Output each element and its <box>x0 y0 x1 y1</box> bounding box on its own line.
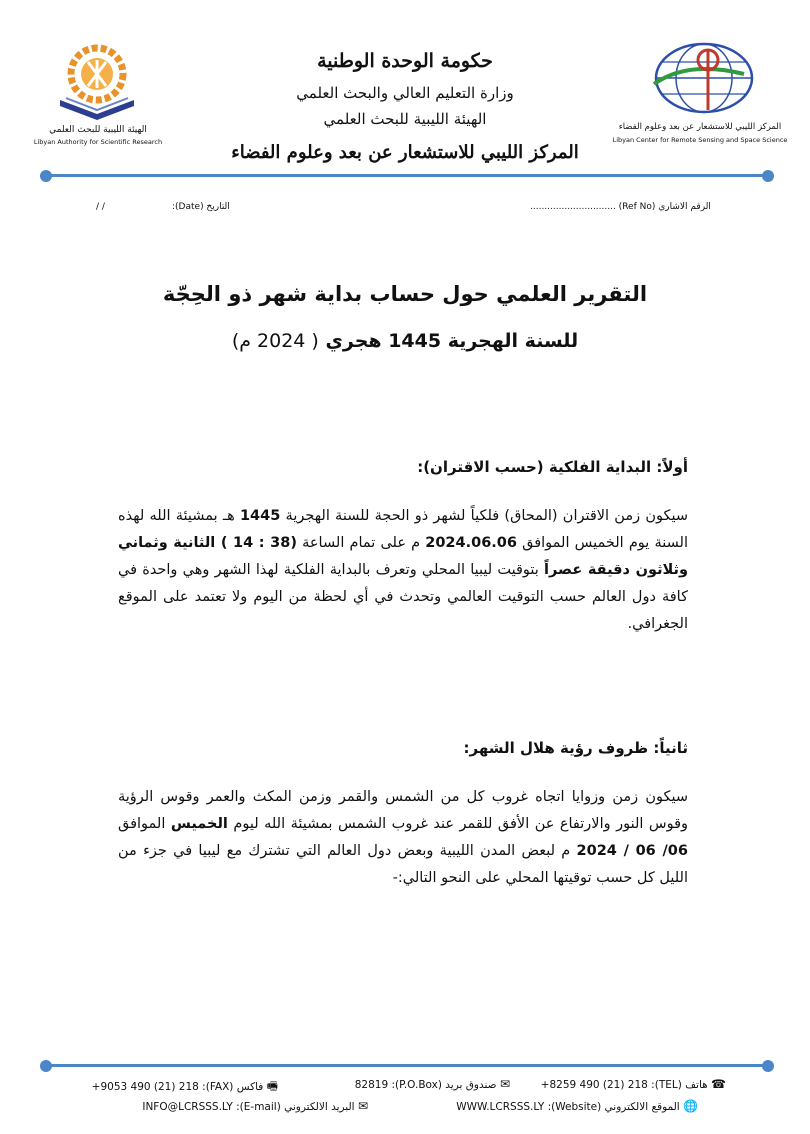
center-logo-icon <box>648 40 760 116</box>
fax-icon: 🖷 <box>266 1079 278 1093</box>
footer-tel <box>536 1077 726 1091</box>
section1-line4: المحلي وتعرف بالبداية الفلكية لهذا الشهر وهي واحدة في كافة دول العالم حسب التوقيت العالمي وتحدث في أي لحظة من اليوم ولا تعتمد على الموقع الجغرافي. <box>118 562 688 632</box>
section2-day: الخميس <box>170 816 228 832</box>
report-subtitle-gregorian: ( 2024 م) <box>231 330 319 352</box>
section1-heading: أولاً: البداية الفلكية (حسب الاقتران): <box>417 458 688 476</box>
globe-icon: 🌐 <box>683 1099 698 1113</box>
section2-heading: ثانياً: ظروف رؤية هلال الشهر: <box>463 739 688 757</box>
center-logo-caption-ar: المركز الليبي للاستشعار عن بعد وعلوم الفضاء <box>618 122 782 132</box>
date-blank: / / <box>96 202 105 212</box>
ref-number-field: الرقم الاشاري (Ref No) .............................. <box>530 202 711 212</box>
footer-website-text[interactable]: الموقع الالكتروني (Website): WWW.LCRSSS.LY <box>456 1101 680 1113</box>
section1-hijri-year: 1445 <box>239 508 281 524</box>
section1-time: (38 : 14 ) الثانية وثماني وثلاثون دقيقة عصراً <box>118 535 688 578</box>
mailbox-icon: ✉ <box>499 1077 510 1091</box>
authority-logo-caption-en: Libyan Authority for Scientific Research <box>33 138 163 146</box>
ministry-name: وزارة التعليم العالي والبحث العلمي <box>296 84 514 102</box>
authority-name: الهيئة الليبية للبحث العلمي <box>323 110 487 128</box>
email-icon: ✉ <box>357 1099 368 1113</box>
section1-line2-text: هـ بمشيئة الله لهذه السنة يوم الخميس الموافق <box>118 508 688 551</box>
footer-tel-text: هاتف (TEL): 8259 490 (21) 218+ <box>540 1079 708 1091</box>
footer-divider-dot-right <box>762 1060 774 1072</box>
authority-logo-caption-ar: الهيئة الليبية للبحث العلمي <box>49 125 147 135</box>
section1-time-suffix: بتوقيت ليبيا <box>470 562 545 578</box>
footer-divider-dot-left <box>40 1060 52 1072</box>
center-logo-caption-en: Libyan Center for Remote Sensing and Space Science <box>612 136 788 144</box>
footer-email-text[interactable]: البريد الالكتروني (E-mail): INFO@LCRSSS.LY <box>142 1101 355 1113</box>
section1-line2-end: م على <box>380 535 426 551</box>
section1-line1: سيكون زمن الاقتران (المحاق) فلكياً لشهر ذو الحجة للسنة الهجرية <box>285 508 688 524</box>
section2-paragraph <box>118 784 688 892</box>
footer-pobox-text: صندوق بريد (P.O.Box): 82819 <box>354 1079 497 1091</box>
footer-fax <box>82 1077 278 1098</box>
authority-logo-icon <box>52 40 142 122</box>
header-divider-dot-right <box>762 170 774 182</box>
section2-text-c: م لبعض المدن الليبية وبعض دول العالم التي تشترك مع ليبيا في جزء من الليل كل حسب توقيتها المحلي على النحو التالي:- <box>118 843 688 886</box>
section2-text: سيكون زمن وزوايا اتجاه غروب كل من الشمس والقمر وزمن المكث والعمر وقوس الرؤية وقوس النور والارتفاع عن الأفق للقمر عند غروب الشمس بمشيئة الله ليوم <box>118 789 689 832</box>
report-subtitle-year: للسنة الهجرية 1445 هجري <box>325 330 579 352</box>
government-name: حكومة الوحدة الوطنية <box>317 50 493 72</box>
phone-icon: ☎ <box>711 1077 726 1091</box>
section1-date: 2024.06.06 <box>425 535 517 551</box>
report-title: التقرير العلمي حول حساب بداية شهر ذو الحِجّة <box>162 282 648 306</box>
center-name: المركز الليبي للاستشعار عن بعد وعلوم الفضاء <box>231 142 579 163</box>
section1-time-prefix: تمام الساعة <box>297 535 376 551</box>
footer-divider <box>46 1064 766 1067</box>
footer-fax-text: فاكس (FAX): 9053 490 (21) 218+ <box>91 1081 264 1093</box>
header-divider <box>46 174 766 177</box>
date-label: التاريخ (Date): <box>172 202 230 212</box>
header-divider-dot-left <box>40 170 52 182</box>
section2-text-b: الموافق <box>118 816 171 832</box>
section1-paragraph <box>118 503 688 638</box>
report-subtitle <box>60 330 750 352</box>
footer-pobox <box>318 1077 510 1091</box>
section2-date: 06/ 06 / 2024 <box>576 843 688 859</box>
footer-website[interactable] <box>436 1099 698 1113</box>
footer-email[interactable] <box>118 1099 368 1113</box>
